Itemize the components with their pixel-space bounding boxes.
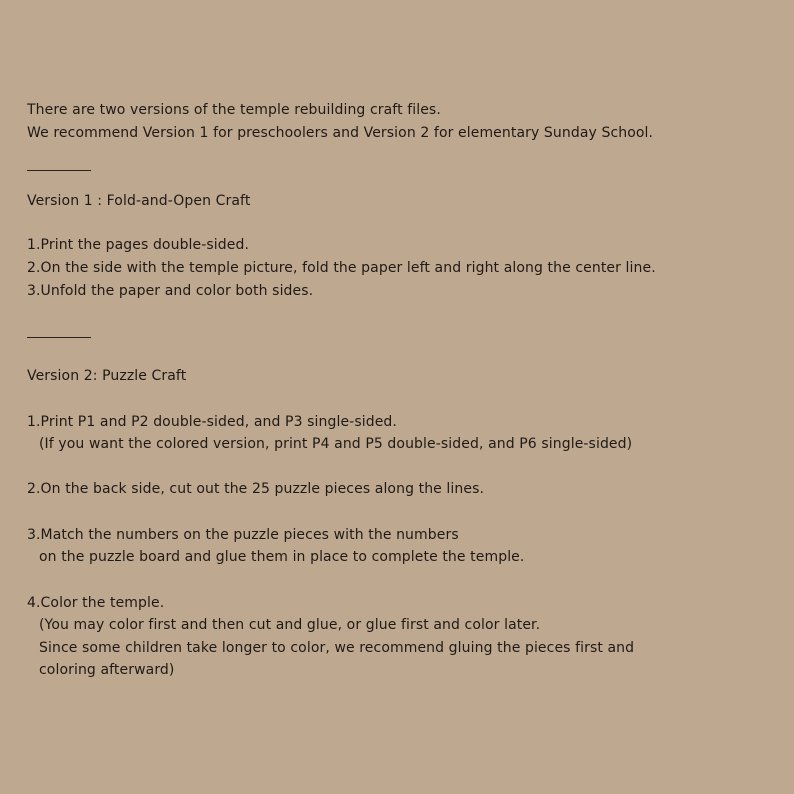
version1-step-1: 1.Print the pages double-sided.	[27, 237, 250, 253]
version2-step-3-line-2: on the puzzle board and glue them in place to complete the temple.	[39, 549, 525, 565]
version2-step-1: 1.Print P1 and P2 double-sided, and P3 single-sided.	[27, 414, 397, 430]
version1-title: Version 1 : Fold-and-Open Craft	[27, 193, 251, 209]
version2-step-4: 4.Color the temple.	[27, 595, 165, 611]
intro-line-1: There are two versions of the temple rebuilding craft files.	[27, 102, 441, 118]
version2-step-3-line-1: 3.Match the numbers on the puzzle pieces with the numbers	[27, 527, 459, 543]
version2-step-4-note-3: coloring afterward)	[39, 662, 175, 678]
version1-step-2: 2.On the side with the temple picture, fold the paper left and right along the center line.	[27, 260, 656, 276]
version2-step-2: 2.On the back side, cut out the 25 puzzle pieces along the lines.	[27, 481, 485, 497]
version2-step-4-note-2: Since some children take longer to color, we recommend gluing the pieces first and	[39, 640, 635, 656]
version1-step-3: 3.Unfold the paper and color both sides.	[27, 283, 314, 299]
section-divider-2	[27, 337, 91, 338]
version2-step-4-note-1: (You may color first and then cut and glue, or glue first and color later.	[39, 617, 541, 633]
section-divider-1	[27, 170, 91, 171]
version2-step-1-note: (If you want the colored version, print P4 and P5 double-sided, and P6 single-sided)	[39, 436, 633, 452]
intro-line-2: We recommend Version 1 for preschoolers and Version 2 for elementary Sunday School.	[27, 125, 654, 141]
version2-title: Version 2: Puzzle Craft	[27, 368, 187, 384]
